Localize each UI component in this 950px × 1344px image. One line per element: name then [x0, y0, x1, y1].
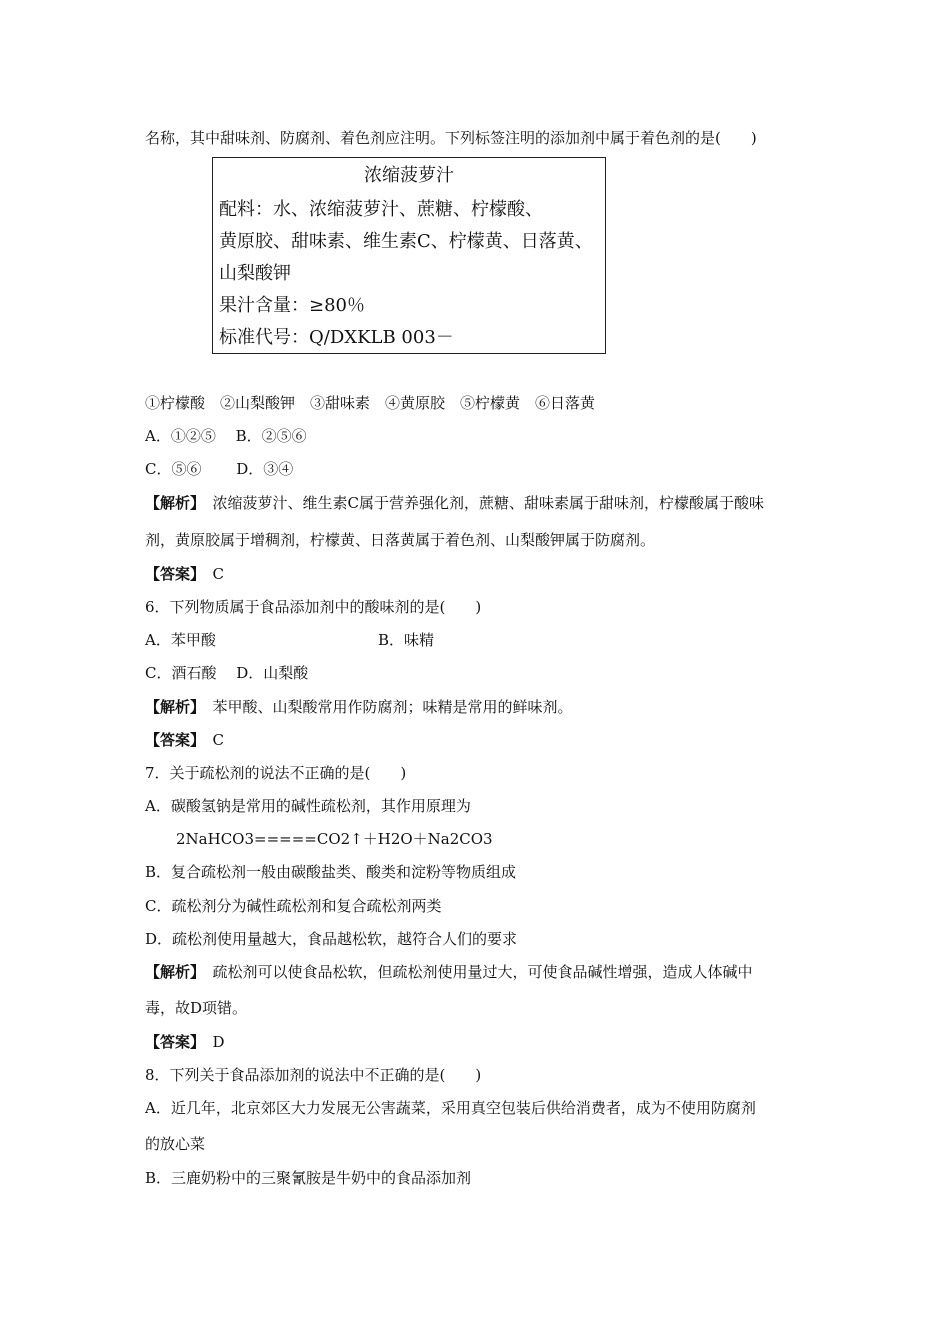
q8-option-b: B．三鹿奶粉中的三聚氰胺是牛奶中的食品添加剂	[145, 1169, 472, 1187]
analysis-tag: 【解析】	[145, 494, 198, 512]
label-line-1: 配料：水、浓缩菠萝汁、蔗糖、柠檬酸、	[219, 199, 543, 220]
q7-option-c: C．疏松剂分为碱性疏松剂和复合疏松剂两类	[145, 897, 442, 915]
q6-stem: 6．下列物质属于食品添加剂中的酸味剂的是( )	[145, 598, 482, 616]
analysis-tag: 【解析】	[145, 698, 198, 716]
q7-option-d: D．疏松剂使用量越大，食品越松软，越符合人们的要求	[145, 930, 518, 948]
label-line-2: 黄原胶、甜味素、维生素C、柠檬黄、日落黄、	[219, 231, 593, 252]
q6-option-b: B．味精	[378, 631, 435, 649]
label-line-4: 果汁含量：≥80％	[219, 295, 365, 316]
answer-text: D	[197, 1033, 225, 1051]
q7-analysis-1	[145, 962, 753, 982]
analysis-text: 疏松剂可以使食品松软，但疏松剂使用量过大，可使食品碱性增强，造成人体碱中	[197, 963, 753, 981]
answer-tag: 【答案】	[145, 731, 198, 749]
q8-option-a-2: 的放心菜	[145, 1135, 206, 1153]
label-line-3: 山梨酸钾	[219, 263, 291, 284]
answer-tag: 【答案】	[145, 1033, 198, 1051]
analysis-text: 苯甲酸、山梨酸常用作防腐剂；味精是常用的鲜味剂。	[197, 698, 573, 716]
q5-options-ab: A．①②⑤ B．②⑤⑥	[145, 427, 307, 445]
q5-analysis-1	[145, 493, 764, 513]
q8-option-a-1: A．近几年，北京郊区大力发展无公害蔬菜，采用真空包装后供给消费者，成为不使用防腐剂	[145, 1099, 756, 1117]
q5-items: ①柠檬酸 ②山梨酸钾 ③甜味素 ④黄原胶 ⑤柠檬黄 ⑥日落黄	[145, 394, 596, 412]
q6-analysis	[145, 697, 573, 717]
label-title: 浓缩菠萝汁	[364, 165, 454, 186]
q5-options-cd: C．⑤⑥ D．③④	[145, 460, 294, 478]
q7-answer	[145, 1032, 225, 1052]
answer-tag: 【答案】	[145, 565, 198, 583]
q7-option-a: A．碳酸氢钠是常用的碱性疏松剂，其作用原理为	[145, 797, 471, 815]
label-line-5: 标准代号：Q/DXKLB 003－	[219, 327, 454, 348]
answer-text: C	[197, 565, 224, 583]
product-label-box	[212, 157, 606, 354]
q6-answer	[145, 730, 224, 750]
answer-text: C	[197, 731, 224, 749]
q7-option-b: B．复合疏松剂一般由碳酸盐类、酸类和淀粉等物质组成	[145, 863, 517, 881]
q7-equation: 2NaHCO3=====CO2↑＋H2O＋Na2CO3	[176, 830, 493, 848]
analysis-text: 浓缩菠萝汁、维生素C属于营养强化剂，蔗糖、甜味素属于甜味剂，柠檬酸属于酸味	[197, 494, 764, 512]
q6-options-cd: C．酒石酸 D．山梨酸	[145, 664, 309, 682]
q6-option-a: A．苯甲酸	[145, 631, 216, 649]
q7-stem: 7．关于疏松剂的说法不正确的是( )	[145, 764, 407, 782]
q5-answer	[145, 564, 224, 584]
intro-line: 名称，其中甜味剂、防腐剂、着色剂应注明。下列标签注明的添加剂中属于着色剂的是( )	[145, 129, 757, 147]
q7-analysis-2: 毒，故D项错。	[145, 999, 248, 1017]
q8-stem: 8．下列关于食品添加剂的说法中不正确的是( )	[145, 1066, 482, 1084]
q5-analysis-2: 剂，黄原胶属于增稠剂，柠檬黄、日落黄属于着色剂、山梨酸钾属于防腐剂。	[145, 531, 656, 549]
analysis-tag: 【解析】	[145, 963, 198, 981]
